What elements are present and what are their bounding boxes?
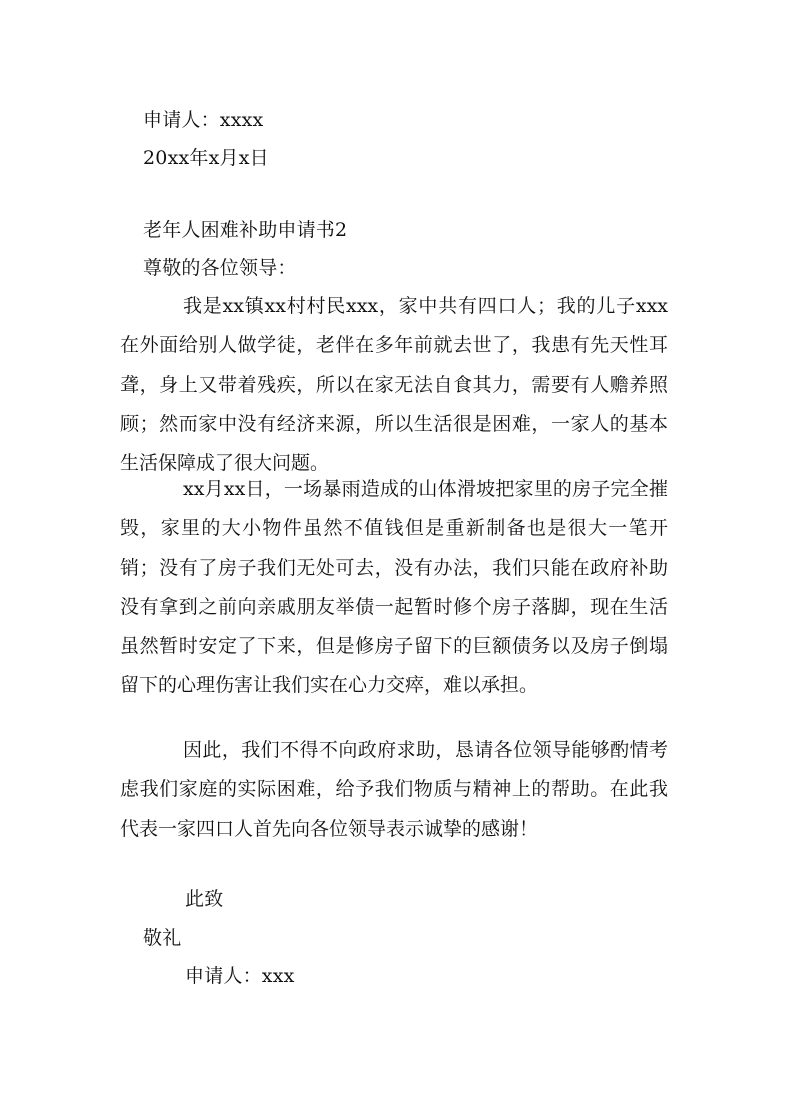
salutation: 尊敬的各位领导： bbox=[143, 257, 297, 279]
closing-cizhi: 此致 bbox=[185, 888, 224, 910]
body-paragraph-3: 因此，我们不得不向政府求助，恳请各位领导能够酌情考虑我们家庭的实际困难，给予我们物质与精神上的帮助。在此我代表一家四口人首先向各位领导表示诚挚的感谢！ bbox=[120, 739, 668, 840]
closing-jingli: 敬礼 bbox=[143, 927, 182, 949]
body-paragraph-1: 我是xx镇xx村村民xxx，家中共有四口人；我的儿子xxx在外面给别人做学徒，老伴在多年前就去世了，我患有先天性耳聋，身上又带着残疾，所以在家无法自食其力，需要有人赡养照顾；然而家中没有经济来源，所以生活很是困难，一家人的基本生活保障成了很大问题。 bbox=[120, 295, 668, 475]
previous-date-line: 20xx年x月x日 bbox=[143, 147, 269, 169]
body-paragraph-2: xx月xx日，一场暴雨造成的山体滑坡把家里的房子完全摧毁，家里的大小物件虽然不值钱但是重新制备也是很大一笔开销；没有了房子我们无处可去，没有办法，我们只能在政府补助没有拿到之前向亲戚朋友举债一起暂时修个房子落脚，现在生活虽然暂时安定了下来，但是修房子留下的巨额债务以及房子倒塌留下的心理伤害让我们实在心力交瘁，难以承担。 bbox=[120, 478, 668, 697]
signature-line: 申请人：xxx bbox=[185, 965, 295, 987]
letter-title: 老年人困难补助申请书2 bbox=[143, 219, 348, 241]
previous-applicant-line: 申请人：xxxx bbox=[143, 109, 264, 131]
